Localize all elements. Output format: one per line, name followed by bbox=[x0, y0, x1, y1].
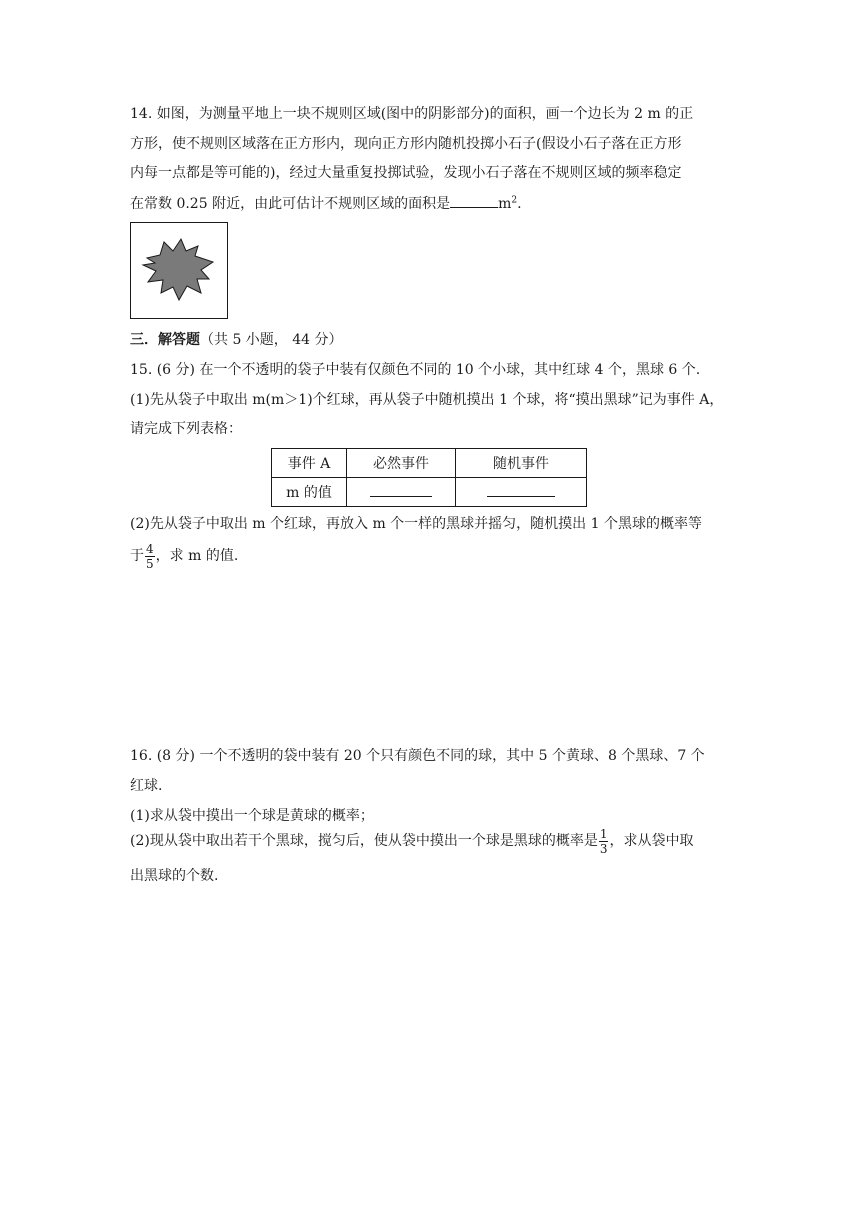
q16-line-4 bbox=[130, 826, 693, 856]
fraction-denominator: 5 bbox=[146, 556, 154, 571]
q15-line-1: 15. (6 分) 在一个不透明的袋子中装有仅颜色不同的 10 个小球，其中红球 4 个，黑球 6 个. bbox=[130, 362, 701, 378]
certain-event-blank-cell[interactable] bbox=[347, 478, 456, 507]
square-figure bbox=[130, 222, 228, 319]
q16-line-2: 红球. bbox=[130, 778, 163, 794]
q16-line-1: 16. (8 分) 一个不透明的袋中装有 20 个只有颜色不同的球，其中 5 个黄球、8 个黑球、7 个 bbox=[130, 748, 705, 764]
table-row bbox=[272, 478, 587, 507]
q14-line-3: 内每一点都是等可能的)，经过大量重复投掷试验，发现小石子落在不规则区域的频率稳定 bbox=[130, 165, 682, 181]
q15-part2-line-1: (2)先从袋子中取出 m 个红球，再放入 m 个一样的黑球并摇匀，随机摸出 1 个黑球的概率等 bbox=[130, 516, 702, 532]
section-3-heading bbox=[130, 330, 343, 350]
q14-answer-blank[interactable] bbox=[450, 193, 498, 208]
fraction-one-third bbox=[599, 827, 609, 856]
q14-period: . bbox=[517, 196, 522, 212]
table-row-label: m 的值 bbox=[272, 478, 347, 507]
table-header-cell: 必然事件 bbox=[347, 449, 456, 478]
event-table bbox=[271, 448, 587, 507]
random-event-blank[interactable] bbox=[487, 484, 555, 497]
q15-line-3: 请完成下列表格： bbox=[130, 421, 242, 437]
section-3-note: （共 5 小题， 44 分） bbox=[200, 332, 343, 348]
q16-line-4-suffix: ，求从袋中取 bbox=[609, 833, 694, 849]
certain-event-blank[interactable] bbox=[370, 484, 432, 497]
q14-line-4-text: 在常数 0.25 附近，由此可估计不规则区域的面积是 bbox=[130, 196, 451, 212]
table-header-row bbox=[272, 449, 587, 478]
irregular-region-shape bbox=[131, 223, 227, 318]
fraction-numerator: 1 bbox=[599, 826, 608, 841]
q14-line-4 bbox=[130, 193, 522, 214]
q14-line-2: 方形，使不规则区域落在正方形内，现向正方形内随机投掷小石子(假设小石子落在正方形 bbox=[130, 136, 682, 152]
table-header-cell: 事件 A bbox=[272, 449, 347, 478]
table-header-cell: 随机事件 bbox=[456, 449, 587, 478]
q15-part2-prefix: 于 bbox=[130, 548, 144, 564]
random-event-blank-cell[interactable] bbox=[456, 478, 587, 507]
q15-part2-suffix: ，求 m 的值. bbox=[155, 548, 239, 564]
q14-line-1: 14. 如图，为测量平地上一块不规则区域(图中的阴影部分)的面积，画一个边长为 2 m 的正 bbox=[130, 106, 694, 122]
fraction-numerator: 4 bbox=[146, 541, 154, 556]
q15-part2-line-2 bbox=[130, 541, 238, 571]
fraction-denominator: 3 bbox=[599, 841, 608, 856]
section-3-title: 三．解答题 bbox=[130, 332, 200, 348]
q16-line-4-text: (2)现从袋中取出若干个黑球，搅匀后，使从袋中摸出一个球是黑球的概率是 bbox=[130, 833, 598, 849]
q15-line-2: (1)先从袋子中取出 m(m＞1)个红球，再从袋子中随机摸出 1 个球，将“摸出黑球”记为事件 A， bbox=[130, 392, 724, 408]
fraction-four-fifths bbox=[145, 542, 155, 571]
q16-line-3: (1)求从袋中摸出一个球是黄球的概率； bbox=[130, 808, 374, 824]
q16-line-5: 出黑球的个数. bbox=[130, 868, 219, 884]
q14-unit-exponent: 2 bbox=[511, 195, 518, 206]
q14-unit: m bbox=[498, 196, 512, 212]
